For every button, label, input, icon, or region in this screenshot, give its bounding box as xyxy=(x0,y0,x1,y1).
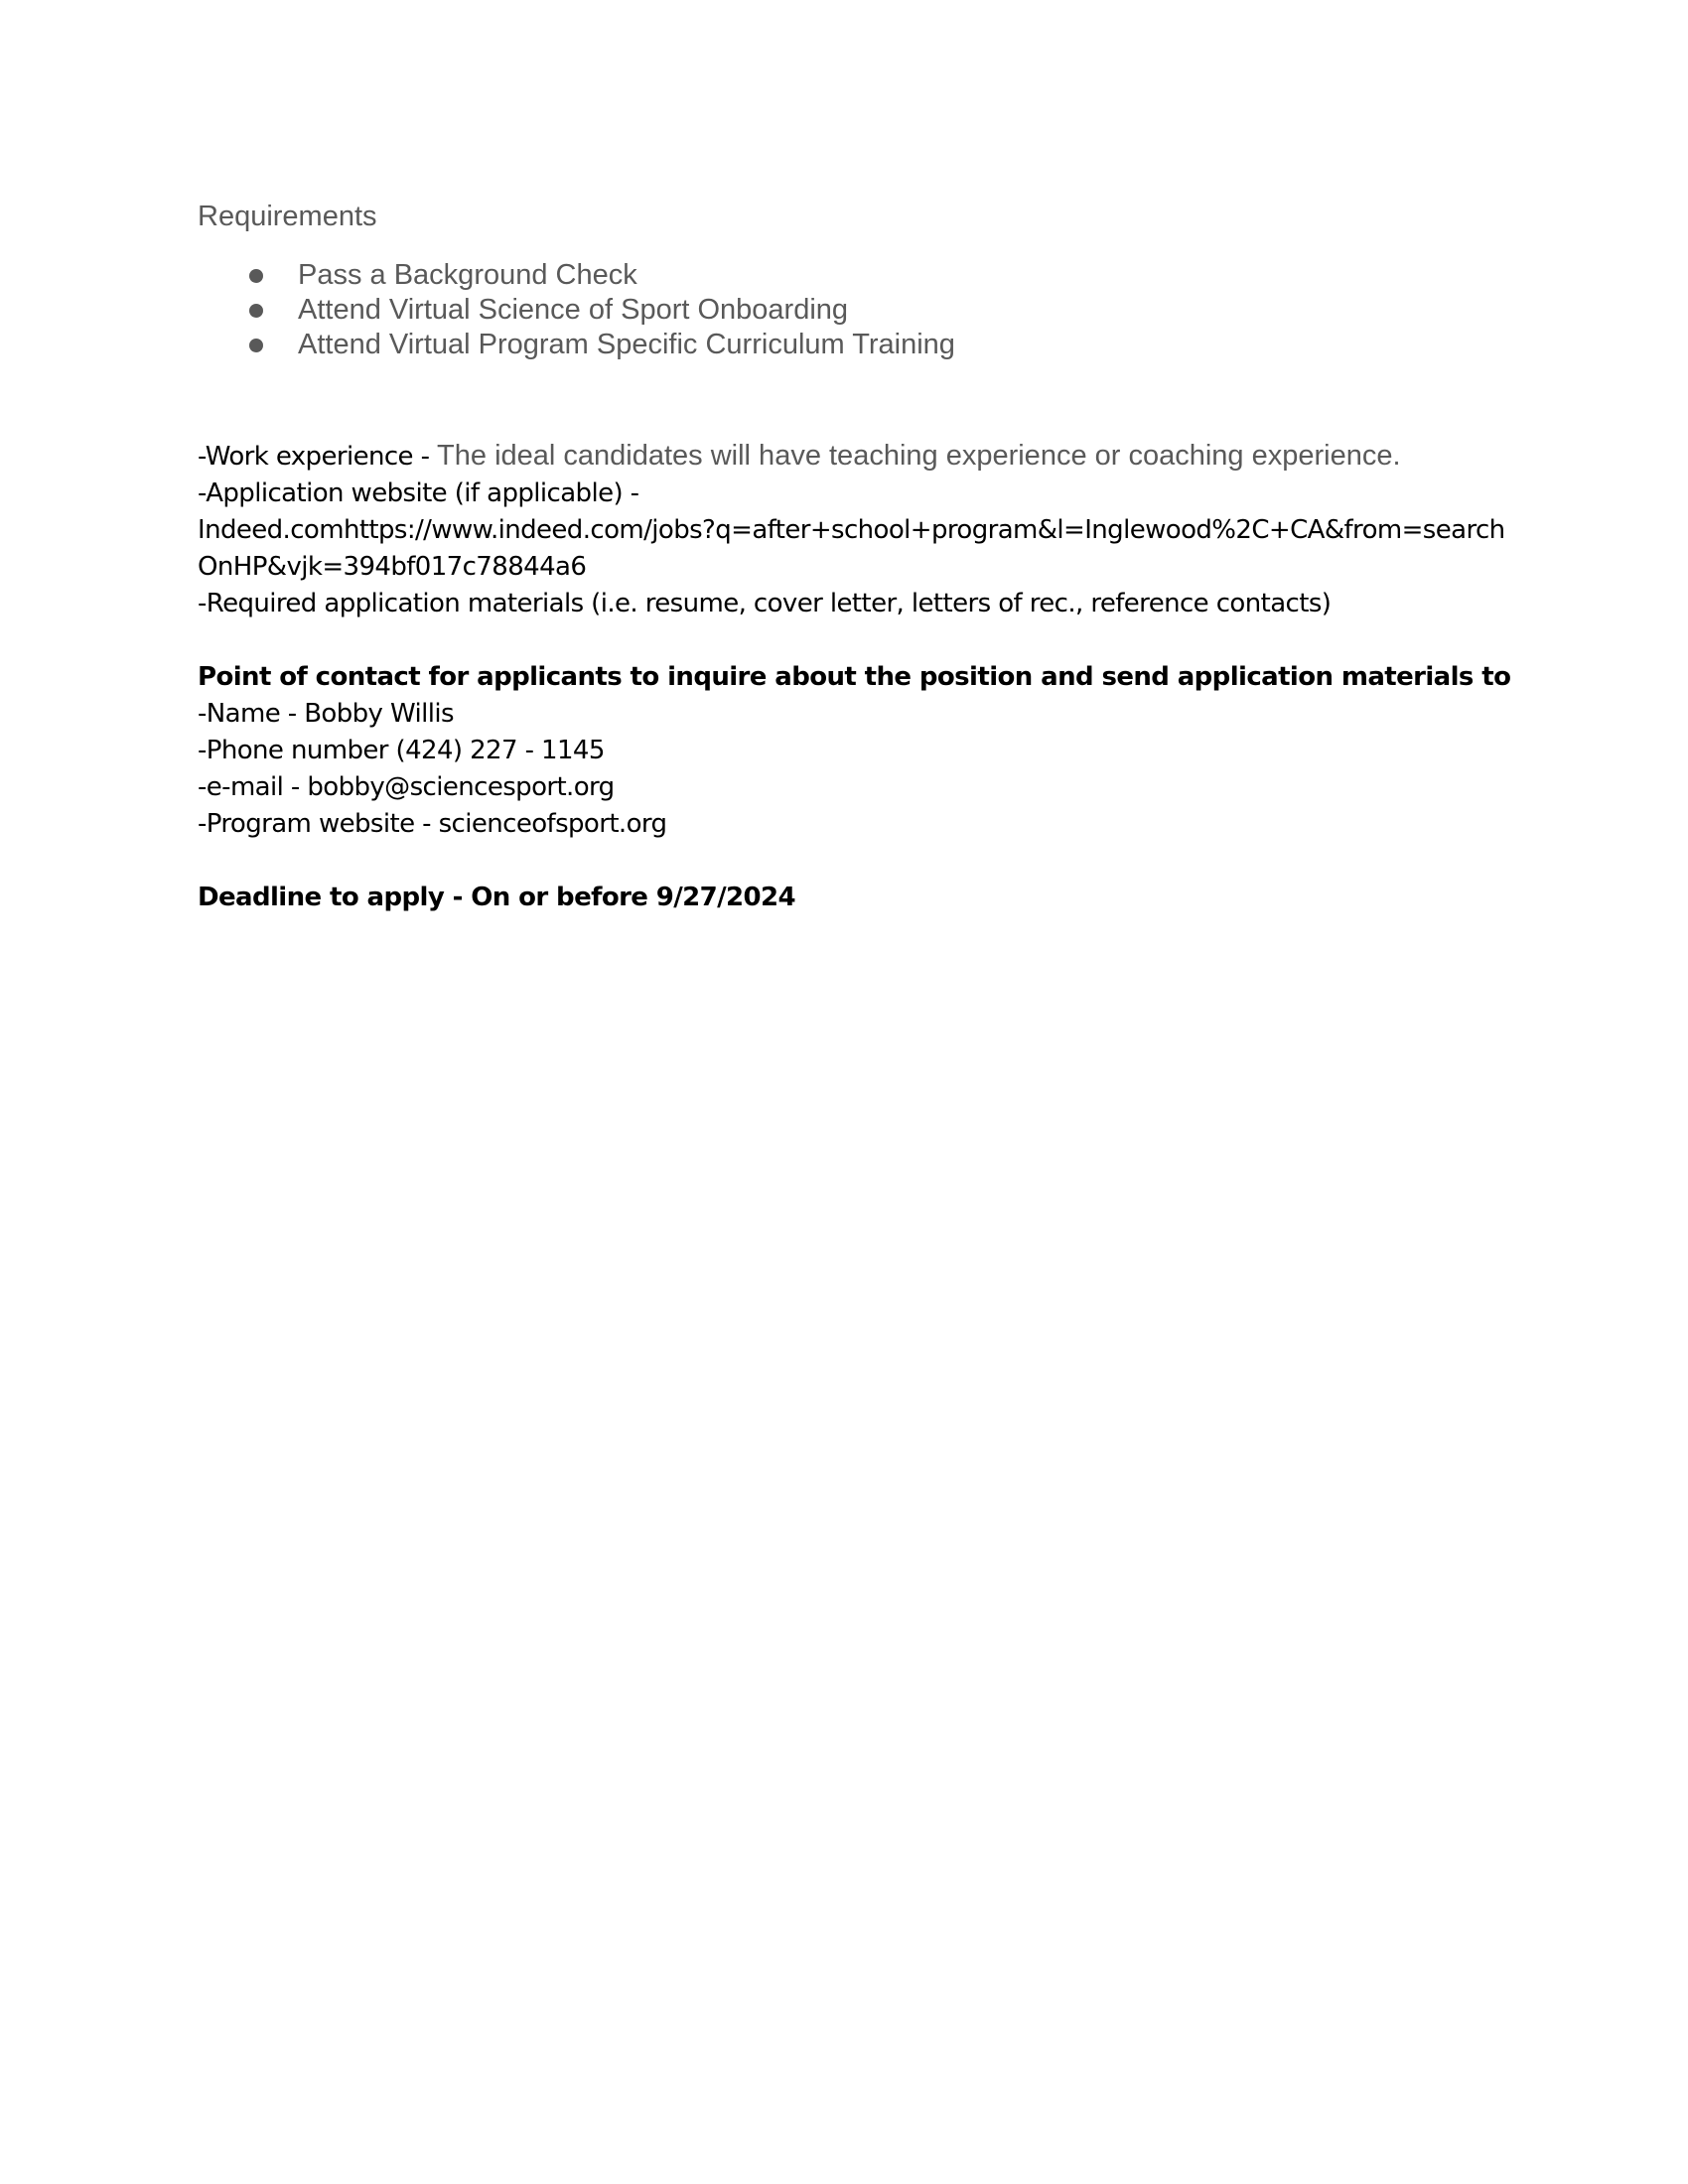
work-experience-value: The ideal candidates will have teaching experience or coaching experience. xyxy=(437,440,1401,472)
page-content xyxy=(198,195,1511,916)
deadline-line: Deadline to apply - On or before 9/27/2024 xyxy=(198,883,796,912)
requirements-heading: Requirements xyxy=(198,201,377,232)
requirement-item xyxy=(198,258,1508,293)
requirement-item xyxy=(198,328,1508,362)
bullet-icon xyxy=(249,304,263,318)
requirements-list xyxy=(198,258,1508,362)
application-url-line-1[interactable]: Indeed.comhttps://www.indeed.com/jobs?q=after+school+program&l=Inglewood%2C+CA&from=search xyxy=(198,515,1505,545)
contact-email[interactable]: -e-mail - bobby@sciencesport.org xyxy=(198,772,615,802)
requirement-item xyxy=(198,293,1508,328)
requirement-text: Attend Virtual Science of Sport Onboarding xyxy=(298,294,849,326)
program-website[interactable]: -Program website - scienceofsport.org xyxy=(198,809,667,839)
work-experience-line xyxy=(198,438,1508,476)
contact-phone: -Phone number (424) 227 - 1145 xyxy=(198,736,605,765)
contact-name: -Name - Bobby Willis xyxy=(198,699,454,729)
requirement-text: Pass a Background Check xyxy=(298,259,637,291)
bullet-icon xyxy=(249,269,263,283)
contact-heading: Point of contact for applicants to inquire about the position and send application materials to xyxy=(198,662,1511,692)
application-url-line-2[interactable]: OnHP&vjk=394bf017c78844a6 xyxy=(198,552,587,582)
spacer xyxy=(198,622,1508,659)
details-block xyxy=(198,438,1511,916)
bullet-icon xyxy=(249,339,263,352)
spacer xyxy=(198,843,1508,880)
work-experience-label: -Work experience - xyxy=(198,442,438,472)
application-website-label: -Application website (if applicable) - xyxy=(198,478,639,508)
required-materials-line: -Required application materials (i.e. resume, cover letter, letters of rec., reference contacts) xyxy=(198,589,1332,618)
requirement-text: Attend Virtual Program Specific Curriculum Training xyxy=(298,329,955,360)
